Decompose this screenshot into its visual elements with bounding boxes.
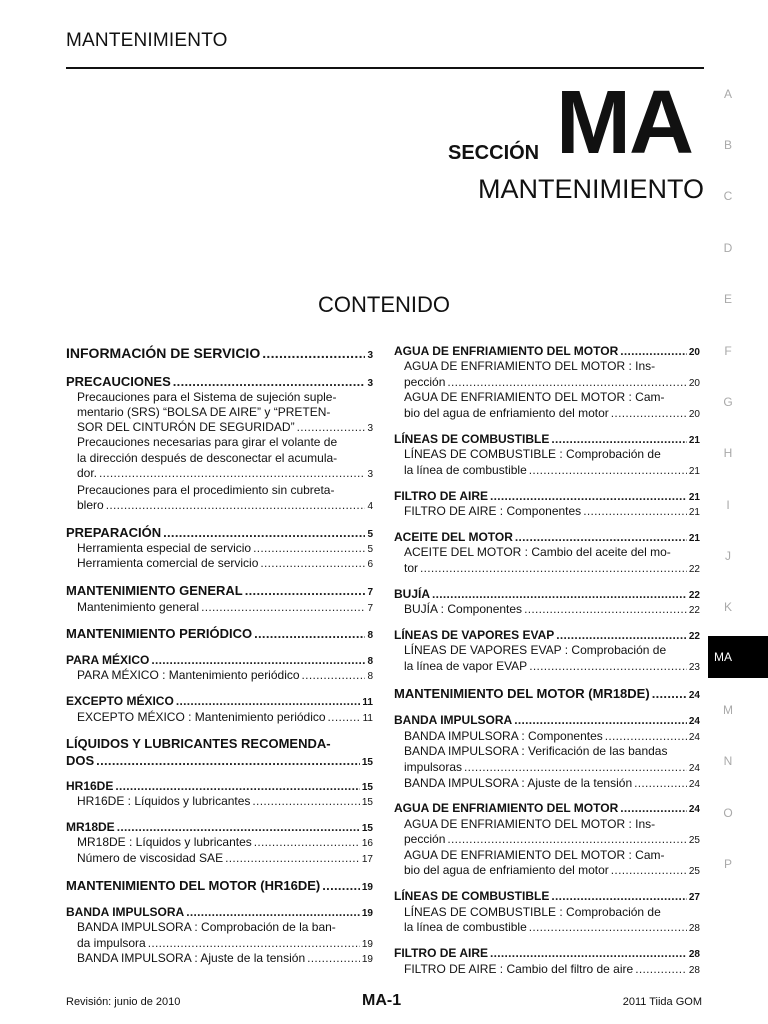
side-index-tab[interactable]: E: [723, 292, 732, 306]
toc-entry-line: la dirección después de desconectar el acumula-: [77, 451, 338, 465]
footer-page-number: MA-1: [362, 992, 402, 1009]
toc-entry[interactable]: Mantenimiento general ..... 7: [77, 600, 373, 614]
toc-entry[interactable]: bio del agua de enfriamiento del motor ..... 25: [404, 863, 700, 877]
toc-entry[interactable]: ACEITE DEL MOTOR ..... 21: [394, 530, 700, 544]
side-index-tab[interactable]: G: [723, 395, 733, 409]
toc-entry[interactable]: pección ..... 20: [404, 375, 700, 389]
toc-entry[interactable]: blero ..... 4: [77, 498, 373, 512]
section-label: SECCIÓN: [448, 142, 540, 164]
toc-entry[interactable]: MANTENIMIENTO PERIÓDICO ..... 8: [66, 626, 373, 641]
footer-model: 2011 Tiida GOM: [622, 996, 702, 1008]
toc-entry[interactable]: pección ..... 25: [404, 832, 700, 846]
toc-entry[interactable]: EXCEPTO MÉXICO ..... 11: [66, 694, 373, 708]
toc-entry[interactable]: da impulsora ..... 19: [77, 936, 373, 950]
side-index-tab[interactable]: M: [723, 703, 733, 717]
toc-entry[interactable]: la línea de vapor EVAP ..... 23: [404, 659, 700, 673]
toc-entry-line: AGUA DE ENFRIAMIENTO DEL MOTOR : Cam-: [404, 848, 665, 862]
toc-entry[interactable]: HR16DE ..... 15: [66, 779, 373, 793]
side-index-tab[interactable]: O: [723, 806, 733, 820]
toc-entry[interactable]: PREPARACIÓN ..... 5: [66, 525, 373, 540]
toc-entry[interactable]: dor. ..... 3: [77, 466, 373, 480]
toc-entry[interactable]: PARA MÉXICO : Mantenimiento periódico ..... 8: [77, 668, 373, 682]
toc-entry[interactable]: Número de viscosidad SAE ..... 17: [77, 851, 373, 865]
toc-entry[interactable]: MANTENIMIENTO DEL MOTOR (MR18DE) ..... 24: [394, 686, 700, 701]
toc-entry[interactable]: BANDA IMPULSORA : Componentes ..... 24: [404, 729, 700, 743]
side-index-tab[interactable]: B: [723, 138, 732, 152]
toc-entry[interactable]: Herramienta especial de servicio ..... 5: [77, 541, 373, 555]
side-index-tab[interactable]: H: [723, 446, 733, 460]
toc-entry[interactable]: LÍNEAS DE COMBUSTIBLE ..... 21: [394, 432, 700, 446]
toc-entry[interactable]: MANTENIMIENTO DEL MOTOR (HR16DE) ..... 19: [66, 878, 373, 893]
side-index-tab[interactable]: A: [723, 87, 732, 101]
side-index-tab[interactable]: N: [723, 754, 733, 768]
toc-entry-line: BANDA IMPULSORA : Verificación de las bandas: [404, 744, 668, 758]
toc-entry-line: LÍQUIDOS Y LUBRICANTES RECOMENDA-: [66, 736, 331, 751]
toc-entry-line: ACEITE DEL MOTOR : Cambio del aceite del mo-: [404, 545, 671, 559]
toc-entry-line: LÍNEAS DE COMBUSTIBLE : Comprobación de: [404, 905, 661, 919]
toc-entry[interactable]: PRECAUCIONES ..... 3: [66, 374, 373, 389]
side-index-tab[interactable]: C: [723, 189, 733, 203]
side-index-tab[interactable]: P: [723, 857, 732, 871]
toc-entry[interactable]: FILTRO DE AIRE ..... 21: [394, 489, 700, 503]
toc-entry-line: Precauciones necesarias para girar el volante de: [77, 435, 338, 449]
toc-entry[interactable]: HR16DE : Líquidos y lubricantes ..... 15: [77, 794, 373, 808]
toc-entry-line: AGUA DE ENFRIAMIENTO DEL MOTOR : Ins-: [404, 359, 656, 373]
side-index-tab[interactable]: F: [724, 344, 732, 358]
toc-entry[interactable]: impulsoras ..... 24: [404, 760, 700, 774]
toc-entry[interactable]: FILTRO DE AIRE ..... 28: [394, 946, 700, 960]
side-index-tab[interactable]: I: [726, 498, 730, 512]
toc-entry[interactable]: bio del agua de enfriamiento del motor ..... 20: [404, 406, 700, 420]
toc-entry-line: mentario (SRS) “BOLSA DE AIRE” y “PRETEN-: [77, 405, 331, 419]
toc-entry[interactable]: DOS ..... 15: [66, 753, 373, 768]
toc-entry-line: Precauciones para el procedimiento sin cubreta-: [77, 483, 335, 497]
toc-entry[interactable]: MR18DE : Líquidos y lubricantes ..... 16: [77, 835, 373, 849]
toc-entry[interactable]: AGUA DE ENFRIAMIENTO DEL MOTOR ..... 24: [394, 801, 700, 815]
toc-entry-line: BANDA IMPULSORA : Comprobación de la ban-: [77, 920, 336, 934]
toc-entry[interactable]: BANDA IMPULSORA : Ajuste de la tensión ..... 19: [77, 951, 373, 965]
toc-entry[interactable]: la línea de combustible ..... 28: [404, 920, 700, 934]
toc-entry-line: AGUA DE ENFRIAMIENTO DEL MOTOR : Ins-: [404, 817, 656, 831]
toc-entry[interactable]: AGUA DE ENFRIAMIENTO DEL MOTOR ..... 20: [394, 344, 700, 358]
toc-entry[interactable]: la línea de combustible ..... 21: [404, 463, 700, 477]
running-header: MANTENIMIENTO: [66, 30, 228, 51]
toc-entry[interactable]: tor ..... 22: [404, 561, 700, 575]
toc-entry[interactable]: BANDA IMPULSORA ..... 19: [66, 905, 373, 919]
toc-entry[interactable]: BUJÍA : Componentes ..... 22: [404, 602, 700, 616]
toc-entry[interactable]: BANDA IMPULSORA : Ajuste de la tensión ..... 24: [404, 776, 700, 790]
toc-entry[interactable]: Herramienta comercial de servicio ..... 6: [77, 556, 373, 570]
toc-entry[interactable]: FILTRO DE AIRE : Cambio del filtro de aire ..... 28: [404, 962, 700, 976]
side-index-tab[interactable]: K: [723, 600, 732, 614]
header-rule: [66, 67, 704, 69]
toc-entry[interactable]: LÍNEAS DE COMBUSTIBLE ..... 27: [394, 889, 700, 903]
side-index-tab[interactable]: J: [725, 549, 731, 563]
section-code: MA: [556, 73, 692, 173]
side-index-tab[interactable]: D: [723, 241, 733, 255]
toc-entry[interactable]: INFORMACIÓN DE SERVICIO ..... 3: [66, 345, 373, 361]
toc-entry[interactable]: SOR DEL CINTURÓN DE SEGURIDAD” ..... 3: [77, 420, 373, 434]
toc-entry[interactable]: MANTENIMIENTO GENERAL ..... 7: [66, 583, 373, 598]
toc-entry[interactable]: PARA MÉXICO ..... 8: [66, 653, 373, 667]
toc-entry[interactable]: MR18DE ..... 15: [66, 820, 373, 834]
toc-entry-line: LÍNEAS DE VAPORES EVAP : Comprobación de: [404, 643, 667, 657]
toc-entry-line: Precauciones para el Sistema de sujeción suple-: [77, 390, 337, 404]
toc-title: CONTENIDO: [318, 292, 450, 317]
toc-entry[interactable]: LÍNEAS DE VAPORES EVAP ..... 22: [394, 628, 700, 642]
toc-entry[interactable]: BANDA IMPULSORA ..... 24: [394, 713, 700, 727]
toc-entry-line: LÍNEAS DE COMBUSTIBLE : Comprobación de: [404, 447, 661, 461]
toc-entry[interactable]: BUJÍA ..... 22: [394, 587, 700, 601]
toc-entry[interactable]: FILTRO DE AIRE : Componentes ..... 21: [404, 504, 700, 518]
toc-entry-line: AGUA DE ENFRIAMIENTO DEL MOTOR : Cam-: [404, 390, 665, 404]
side-index-tab-active[interactable]: MA: [708, 636, 768, 678]
section-title: MANTENIMIENTO: [477, 174, 704, 204]
toc-entry[interactable]: EXCEPTO MÉXICO : Mantenimiento periódico ..... 11: [77, 710, 373, 724]
footer-revision: Revisión: junio de 2010: [66, 996, 181, 1008]
